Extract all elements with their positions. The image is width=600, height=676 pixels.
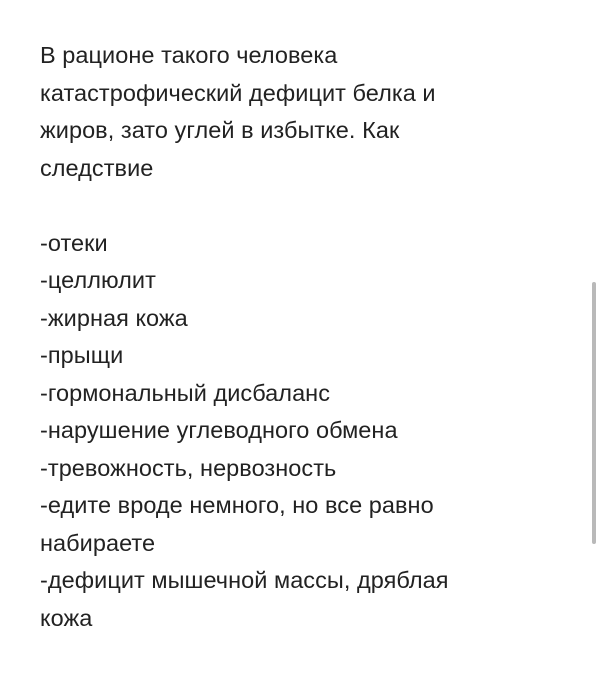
- list-item: -нарушение углеводного обмена: [40, 417, 398, 443]
- list-item: -отеки: [40, 229, 108, 256]
- list-item: -едите вроде немного, но все равно: [40, 492, 434, 518]
- blank-line: [40, 187, 560, 225]
- note-body[interactable]: [40, 37, 560, 637]
- intro-line: следствие: [40, 154, 154, 181]
- list-item: -тревожность, нервозность: [40, 454, 337, 481]
- list-item: кожа: [40, 604, 93, 631]
- list-item: -прыщи: [40, 342, 124, 368]
- intro-line: катастрофический дефицит белка и: [40, 79, 436, 106]
- list-item: -целлюлит: [40, 267, 156, 293]
- intro-line: В рационе такого человека: [40, 42, 338, 68]
- list-item: -дефицит мышечной массы, дряблая: [40, 567, 449, 593]
- vertical-scrollbar[interactable]: [592, 282, 596, 544]
- list-item: -гормональный дисбаланс: [40, 379, 331, 406]
- list-item: набираете: [40, 529, 156, 556]
- list-item: -жирная кожа: [40, 304, 188, 331]
- intro-line: жиров, зато углей в избытке. Как: [40, 117, 400, 143]
